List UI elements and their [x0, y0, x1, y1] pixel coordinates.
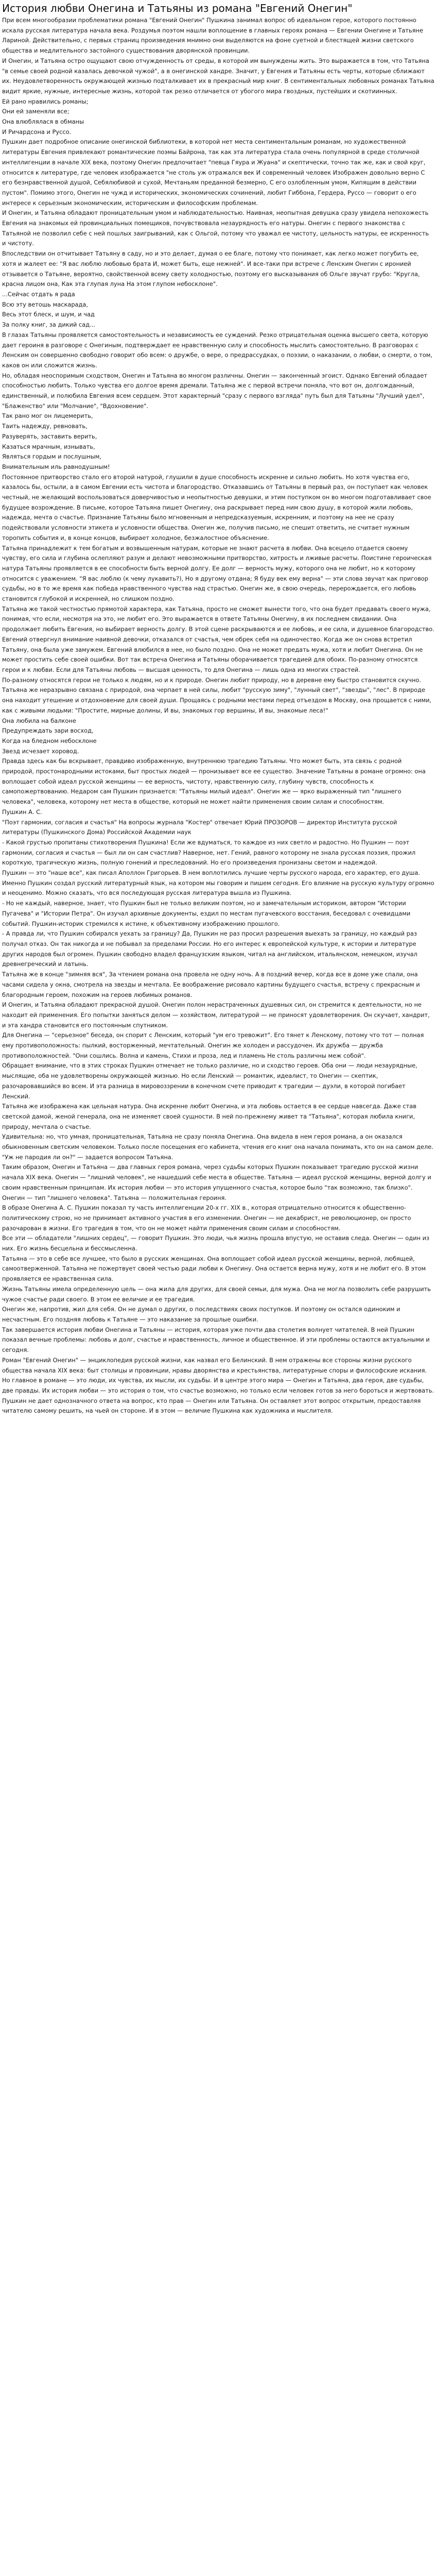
paragraph: Так завершается история любви Онегина и Татьяны — история, которая уже почти два столетия волнует читателей. В ней Пушкин показал вечные проблемы: любовь и долг, счастье и нравственность, личное и общественное. И эти проблемы остаются актуальными и сегодня. [2, 1326, 430, 1354]
article-title: История любви Онегина и Татьяны из романа "Евгений Онегин" [2, 2, 353, 14]
paragraph: Пушкин А. С. [2, 808, 42, 816]
paragraph: Казаться мрачным, изнывать, [2, 443, 95, 450]
paragraph: Онегин — тип "лишнего человека". Татьяна — положительная героиня. [2, 1194, 226, 1201]
paragraph: Правда здесь как бы вскрывает, правдиво изображенную, внутреннюю трагедию Татьяны. Что может быть, эта связь с родной природой, простонародными истоками, быт простых людей — пронизывает все ее существо. Значение Татьяны в романе огромно: она воплощает собой идеал русской женщины — ее верность, чистоту, нравственную силу, глубину чувств, способность к самопожертвованию. Недаром сам Пушкин признается: "Татьяны милый идеал". Онегин же — ярко выраженный тип "лишнего человека", человека, которому нет места в обществе, который не может найти применения своим силам и способностям. [2, 757, 426, 806]
paragraph: Предупреждать зари восход, [2, 727, 94, 735]
paragraph: Онегин же, напротив, жил для себя. Он не думал о других, о последствиях своих поступков. И поэтому он остался одиноким и несчастным. Его поздняя любовь к Татьяне — это наказание за прошлые ошибки. [2, 1306, 400, 1323]
paragraph: Татьяна же изображена как цельная натура. Она искренне любит Онегина, и эта любовь остается в ее сердце навсегда. Даже став светской дамой, женой генерала, она не изменяет своей сущности. В ней по-прежнему живет та "Татьяна", которая любила книги, природу, мечтала о счастье. [2, 1103, 416, 1130]
paragraph: Являться гордым и послушным, [2, 453, 101, 461]
paragraph: Роман "Евгений Онегин" — энциклопедия русской жизни, как назвал его Белинский. В нем отражены все стороны жизни русского общества начала XIX века: быт столицы и провинции, нравы дворянства и крестьянства, литературные споры и философские искания. [2, 1356, 427, 1374]
paragraph: - Но не каждый, наверное, знает, что Пушкин был не только великим поэтом, но и замечательным историком, автором "Истории Пугачева" и "Истории Петра". Он изучал архивные документы, ездил по местам пугачевского восстания, беседовал с очевидцами событий. Пушкин-историк стремился к истине, к объективному изображению прошлого. [2, 900, 411, 927]
paragraph: Впоследствии он отчитывает Татьяну в саду, но и это делает, думая о ее благе, потому что понимает, как легко может погубить ее, хотя и жалеет ее: "Я вас люблю любовью брата И, может быть, еще нежней". И все-таки при встрече с Ленским Онегин с иронией отзывается о Татьяне, вероятно, свойственной всему свету холодностью, поэтому его высказывания об Ольге звучат грубо: "Кругла, красна лицом она, Как эта глупая луна На этом глупом небосклоне". [2, 250, 420, 288]
paragraph: - А правда ли, что Пушкин собирался уехать за границу? Да, Пушкин не раз просил разрешения выехать за границу, но каждый раз получал отказ. Он так никогда и не побывал за пределами России. Но его интерес к европейской культуре, к истории и литературе других народов был огромен. Пушкин свободно владел французским языком, читал на английском, итальянском, немецком, изучал древнегреческий и латынь. [2, 930, 417, 968]
article-body [2, 15, 434, 1416]
paragraph: В глазах Татьяны проявляется самостоятельность и независимость ее суждений. Резко отрицательная оценка высшего света, которую дает героиня в разговоре с Онегиным, подтверждает ее нравственную силу и способность мыслить самостоятельно. В разговорах с Ленским он совершенно свободно говорит обо всем: о дружбе, о вере, о предрассудках, о поэзии, о наказании, о любви, о смерти, о том, каков он или сложится жизнь. [2, 331, 432, 369]
paragraph: "Поэт гармонии, согласия и счастья" На вопросы журнала "Костер" отвечает Юрий ПРОЗОРОВ — директор Института русской литературы (Пушкинского Дома) Российской Академии наук [2, 818, 397, 836]
paragraph: И Онегин, и Татьяна остро ощущают свою отчужденность от среды, в которой им вынуждены жить. Это выражается в том, что Татьяна "в семье своей родной казалась девочкой чужой", а в онегинской хандре. Значит, у Евгения и Татьяны есть черты, которые сближают их. Неудовлетворенность окружающей жизнью подталкивает их в прекрасный мир книг. В сентиментальных любовных романах Татьяна видит яркие, нужные, интересные жизнь, которой так резко отличается от убогого мира гвоздных, пустейших и скотиинных. [2, 57, 434, 95]
paragraph: За полку книг, за дикий сад... [2, 321, 96, 329]
paragraph: ...Сейчас отдать я рада [2, 290, 75, 298]
paragraph: Татьяна принадлежит к тем богатым и возвышенным натурам, которые не знают расчета в любви. Она всецело отдается своему чувству, его сила и глубина ослепляют разум и делают невозможными притворство, хитрость и лживые расчеты. Поистине героическая натура Татьяны проявляется в ее способности быть верной долгу. Ее долг — верность мужу, которого она не любит, но к которому относится с уважением. "Я вас люблю (к чему лукавить?), Но я другому отдана; Я буду век ему верна" — эти слова звучат как приговор судьбы, но в то же время как победа нравственного чувства над страстью. Онегин же, в свою очередь, перерождается, его любовь становится глубокой и искренней, но слишком поздно. [2, 544, 432, 603]
paragraph: И Онегин, и Татьяна обладают проницательным умом и наблюдательностью. Наивная, неопытная девушка сразу увидела непохожесть Евгения на знакомых ей провинциальных помещиков, почувствовала незаурядность его натуры. Онегин с первого знакомства с Татьяной не позволил себе с ней пошлых заигрываний, как с Ольгой, потому что уважал ее чистоту, цельность натуры, ее искренность и чистоту. [2, 209, 429, 247]
paragraph: Звезд исчезает хоровод. [2, 747, 79, 755]
paragraph: Евгений отвергнул внимание наивной девочки, отказался от счастья, чем обрек себя на одиночество. Когда же он снова встретил Татьяну, она была уже замужем. Евгений влюбился в нее, но было поздно. Она не может предать мужа, хотя и любит Онегина. Он не может простить себе своей ошибки. Вот так встреча Онегина и Татьяны оборачивается трагедией для обоих. По-разному относятся герои и к любви. Если для Татьяны любовь — высшая ценность, то для Онегина — лишь одна из многих страстей. [2, 635, 423, 673]
paragraph: Удивительна: но, что умная, проницательная, Татьяна не сразу поняла Онегина. Она видела в нем героя романа, а он оказался обыкновенным светским человеком. Только после посещения его кабинета, чтения его книг она начала понимать, кто он на самом деле. "Уж не пародия ли он?" — задается вопросом Татьяна. [2, 1133, 433, 1161]
paragraph: Но главное в романе — это люди, их чувства, их мысли, их судьбы. И в центре этого мира — Онегин и Татьяна, два героя, две судьбы, две правды. Их история любви — это история о том, что счастье возможно, но только если человек готов за него бороться и жертвовать. [2, 1377, 434, 1394]
paragraph: Так рано мог он лицемерить, [2, 412, 93, 420]
paragraph: Пушкин — это "наше все", как писал Аполлон Григорьев. В нем воплотились лучшие черты русского народа, его характер, его душа. Именно Пушкин создал русский литературный язык, на котором мы говорим и пишем сегодня. Его влияние на русскую культуру огромно и неоценимо. Можно сказать, что вся последующая русская литература вышла из Пушкина. [2, 869, 434, 897]
paragraph: Разуверять, заставить верить, [2, 432, 97, 440]
paragraph: Таить надежду, ревновать, [2, 422, 88, 430]
paragraph: И Онегин, и Татьяна обладают прекрасной душой. Онегин полон нерастраченных душевных сил, он стремится к деятельности, но не находит ей применения. Его попытки заняться делом — хозяйством, литературой — не приносят удовлетворения. Он скучает, хандрит, и эта хандра становится его постоянным спутником. [2, 1001, 430, 1029]
paragraph: Татьяна — это в себе все лучшее, что было в русских женщинах. Она воплощает собой идеал русской женщины, верной, любящей, самоотверженной. Татьяна не пожертвует своей честью ради любви к Онегину. Она остается верна мужу, хотя и не любит его. В этом проявляется ее нравственная сила. [2, 1255, 426, 1283]
paragraph: При всем многообразии проблематики романа "Евгений Онегин" Пушкина занимал вопрос об идеальном герое, которого постоянно искала русская литература начала века. Роздумья поэтом нашли воплощение в главных героях романа — Евгении Онегине и Татьяне Лариной. Действительно, с первых страниц произведения мнимно они выделяются на фоне суетной и блестящей жизни светского общества и медлительного застойного существования дворянской провинции. [2, 16, 423, 55]
paragraph: Постоянное притворство стало его второй натурой, глушили в душе способность искренне и сильно любить. Но хотя чувства его, казалось бы, остыли, а в самом Евгении есть чистота и благородство. Отказавшись от Татьяны в первый раз, он поступает как человек честный, не желающий воспользоваться доверчивостью и неопытностью девушки, и этим поступком он во многом подготавливает свое будущее возрождение. В письме, которое Татьяна пишет Онегину, она раскрывает перед ним свою душу, в которой жили любовь, надежда, мечта о счастье. Признание Татьяны было мгновенным и непредсказуемым, искренним, и поэтому на нее не сразу подействовали условности этикета и условности общества. Онегин же, получив письмо, не спешит ответить, не считает нужным торопить события и, в конце концов, выбирает холодное, безжалостное объяснение. [2, 473, 431, 541]
paragraph: Обращает внимание, что в этих строках Пушкин отмечает не только различие, но и сходство героев. Оба они — люди незаурядные, мыслящие, оба не удовлетворены окружающей жизнью. Но если Ленский — романтик, идеалист, то Онегин — скептик, разочаровавшийся во всем. И эта разница в мировоззрении в конечном счете приводит к трагедии — дуэли, в которой погибает Ленский. [2, 1062, 417, 1100]
paragraph: По-разному относятся герои не только к людям, но и к природе. Онегин любит природу, но в деревне ему быстро становится скучно. Татьяна же неразрывно связана с природой, она черпает в ней силы, любит "русскую зиму", "лунный свет", "звезды", "лес". В природе она находит утешение и отдохновение для своей души. Прощаясь с родными местами перед отъездом в Москву, она прощается с ними, как с живыми людьми: "Простите, мирные долины, И вы, знакомых гор вершины, И вы, знакомые леса!" [2, 676, 432, 714]
paragraph: Для Онегина — "серьезное" беседа, он спорит с Ленским, который "ум его тревожит". Его тянет к Ленскому, потому что тот — полная ему противоположность: пылкий, восторженный, мечтательный. Онегин же холоден и рассудочен. Их дружба — дружба противоположностей. "Они сошлись. Волна и камень, Стихи и проза, лед и пламень Не столь различны меж собой". [2, 1031, 424, 1059]
paragraph: Она влюблялася в обманы [2, 118, 84, 126]
paragraph: Внимательным иль равнодушным! [2, 463, 110, 470]
paragraph: Она любила на балконе [2, 717, 76, 724]
paragraph: Всю эту ветошь маскарада, [2, 300, 88, 308]
paragraph: В образе Онегина А. С. Пушкин показал ту часть интеллигенции 20-х гг. XIX в., которая отрицательно относится к общественно-политическому строю, но не принимает активного участия в его изменении. Онегин — не декабрист, не революционер, он просто разочарован в жизни. Его трагедия в том, что он не может найти применения своим силам и способностям. [2, 1204, 411, 1232]
paragraph: Пушкин не дает однозначного ответа на вопрос, кто прав — Онегин или Татьяна. Он оставляет этот вопрос открытым, предоставляя читателю самому решить, на чьей он стороне. И в этом — величие Пушкина как художника и мыслителя. [2, 1397, 421, 1415]
paragraph: Но, обладая неоспоримым сходством, Онегин и Татьяна во многом различны. Онегин — законченный эгоист. Однако Евгений обладает способностью любить. Только чувства его долгое время дремали. Татьяна же с первой встречи поняла, что вот он, долгожданный, единственный, и полюбила Евгения всем сердцем. Этот характерный "сразу с первого взгляда" путь был для Татьяны "Лучший удел", "Блаженство" или "Молчание", "Вдохновение". [2, 371, 427, 410]
paragraph: Они ей заменяли все; [2, 108, 69, 115]
paragraph: Ей рано нравились романы; [2, 97, 89, 105]
paragraph: И Ричардсона и Руссо. [2, 128, 72, 135]
paragraph: Таким образом, Онегин и Татьяна — два главных героя романа, через судьбы которых Пушкин показывает трагедию русской жизни начала XIX века. Онегин — "лишний человек", не нашедший себе места в обществе. Татьяна — идеал русской женщины, верной долгу и своим нравственным принципам. Их история любви — это история упущенного счастья, которое было "так возможно, так близко". [2, 1163, 431, 1191]
paragraph: Все эти — обладатели "лишних сердец", — говорит Пушкин. Это люди, чья жизнь прошла впустую, не оставив следа. Онегин — один из них. Его жизнь бесцельна и бессмысленна. [2, 1234, 430, 1252]
paragraph: Жизнь Татьяны имела определенную цель — она жила для других, для своей семьи, для мужа. Она не могла позволить себе разрушить чужое счастье ради своего. В этом ее величие и ее трагедия. [2, 1285, 431, 1303]
paragraph: Татьяна же в конце "зимняя вся", За чтением романа она провела не одну ночь. А в поздний вечер, когда все в доме уже спали, она часами сидела у окна, смотрела на звезды и мечтала. Ее воображение рисовало картины будущего счастья, встречу с прекрасным и благородным героем, похожим на героев любимых романов. [2, 971, 420, 998]
paragraph: Весь этот блеск, и шум, и чад [2, 311, 95, 318]
paragraph: Татьяна же такой честностью прямотой характера, как Татьяна, просто не сможет вынести того, что она будет предавать своего мужа, понимая, что если, несмотря на это, не любит его. Это выражается в ответе Татьяны Онегину, в их последнем свидании. Она продолжает любить Евгения, но выбирает верность долгу. В этой сцене раскрываются и ее любовь, и ее сила, и душевное благородство. [2, 605, 434, 633]
paragraph: Пушкин дает подробное описание онегинской библиотеки, в которой нет места сентиментальным романам, но художественной литературы Евгения привлекают романтические поэмы Байрона, так как эта литература стала очень популярной в среде столичной интеллигенции в начале XIX века, поэтому Онегин предпочитает "певца Гяура и Жуана" и скептически, точно так же, как и свой круг, относится к литературе, где человек изображается "не столь уж отражался век И современный человек Изображен довольно верно С его безнравственной душой, Себялюбивой и сухой, Мечтаньям преданной безмерно, С его озлобленным умом, Кипящим в действии пустом". Помимо этого, Онегин не чужд и исторических, экономических сочинений, любит Гиббона, Гердера, Руссо — говорит о его интересе к серьезным экономическим, историческим и философским проблемам. [2, 138, 426, 207]
paragraph: - Какой грустью пропитаны стихотворения Пушкина! Если же вдуматься, то каждое из них светло и радостно. Но Пушкин — поэт гармонии, согласия и счастья — был ли он сам счастлив? Наверное, нет. Гений, равного которому не знала русская поэзия, прожил короткую, трагическую жизнь, полную гонений и преследований. Но его произведения пронизаны светом и надеждой. [2, 838, 416, 867]
paragraph: Когда на бледном небосклоне [2, 737, 97, 744]
